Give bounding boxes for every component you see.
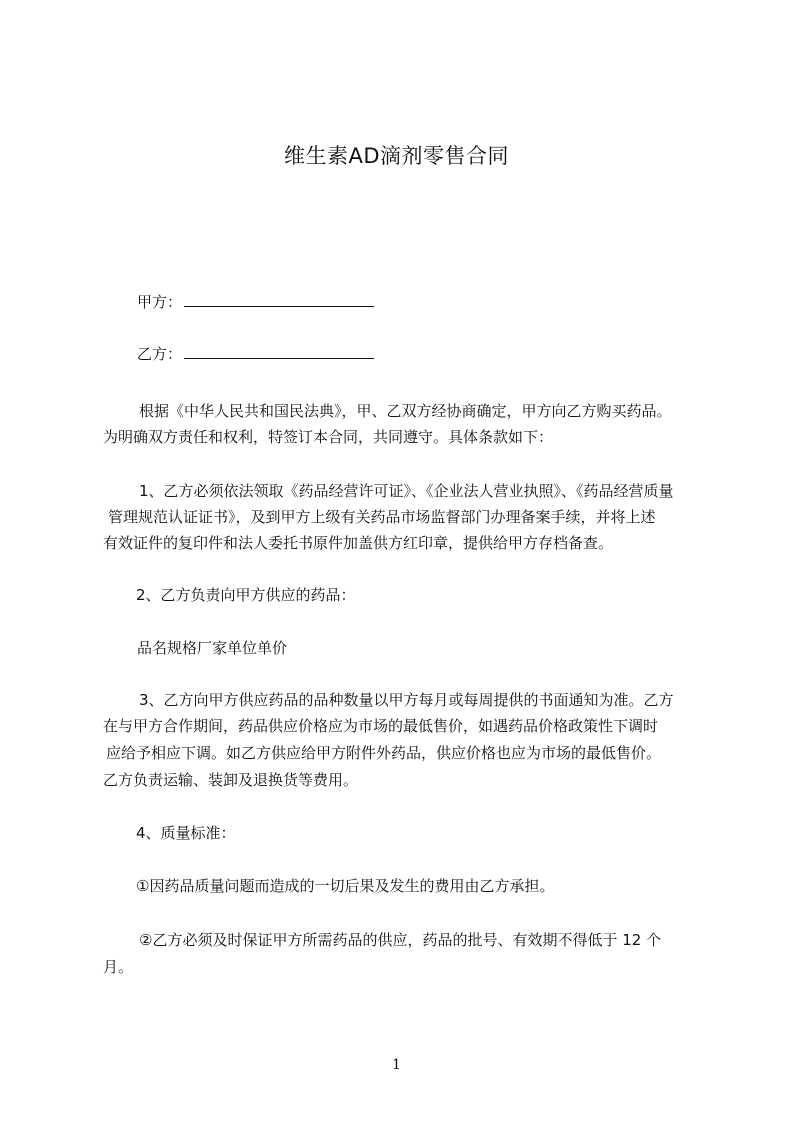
party-b-blank-line (184, 344, 374, 359)
clause-3-line-4: 乙方负责运输、装卸及退换货等费用。 (103, 771, 359, 789)
party-b-row (137, 344, 374, 364)
clause-4-heading: 4、质量标准： (136, 824, 236, 842)
clause-1-line-2: 管理规范认证证书》，及到甲方上级有关药品市场监督部门办理备案手续，并将上述 (108, 508, 656, 526)
party-a-row (137, 292, 374, 312)
clause-2-text: 2、乙方负责向甲方供应的药品： (136, 586, 356, 604)
page-number: 1 (392, 1057, 401, 1073)
party-a-label: 甲方： (137, 293, 183, 311)
contract-title: 维生素AD滴剂零售合同 (283, 144, 510, 168)
clause-4-item-1: ①因药品质量问题而造成的一切后果及发生的费用由乙方承担。 (136, 877, 555, 895)
party-b-label: 乙方： (137, 345, 183, 363)
clause-4-item-2-line-2: 月。 (103, 958, 134, 976)
party-a-blank-line (184, 292, 374, 307)
clause-1-line-1: 1、乙方必须依法领取《药品经营许可证》、《企业法人营业执照》、《药品经营质量 (139, 482, 674, 500)
clause-3-line-2: 在与甲方合作期间，药品供应价格应为市场的最低售价，如遇药品价格政策性下调时 (103, 717, 659, 735)
clause-4-item-2-line-1: ②乙方必须及时保证甲方所需药品的供应，药品的批号、有效期不得低于 12 个 (139, 931, 662, 949)
clause-1-line-3: 有效证件的复印件和法人委托书原件加盖供方红印章，提供给甲方存档备查。 (103, 534, 614, 552)
clause-3-line-1: 3、乙方向甲方供应药品的品种数量以甲方每月或每周提供的书面通知为准。乙方 (139, 691, 674, 709)
product-table-header: 品名规格厂家单位单价 (137, 639, 288, 657)
clause-3-line-3: 应给予相应下调。如乙方供应给甲方附件外药品，供应价格也应为市场的最低售价。 (106, 744, 662, 762)
preamble-line-1: 根据《中华人民共和国民法典》，甲、乙双方经协商确定，甲方向乙方购买药品。 (139, 402, 672, 420)
preamble-line-2: 为明确双方责任和权利，特签订本合同，共同遵守。具体条款如下： (103, 428, 554, 446)
